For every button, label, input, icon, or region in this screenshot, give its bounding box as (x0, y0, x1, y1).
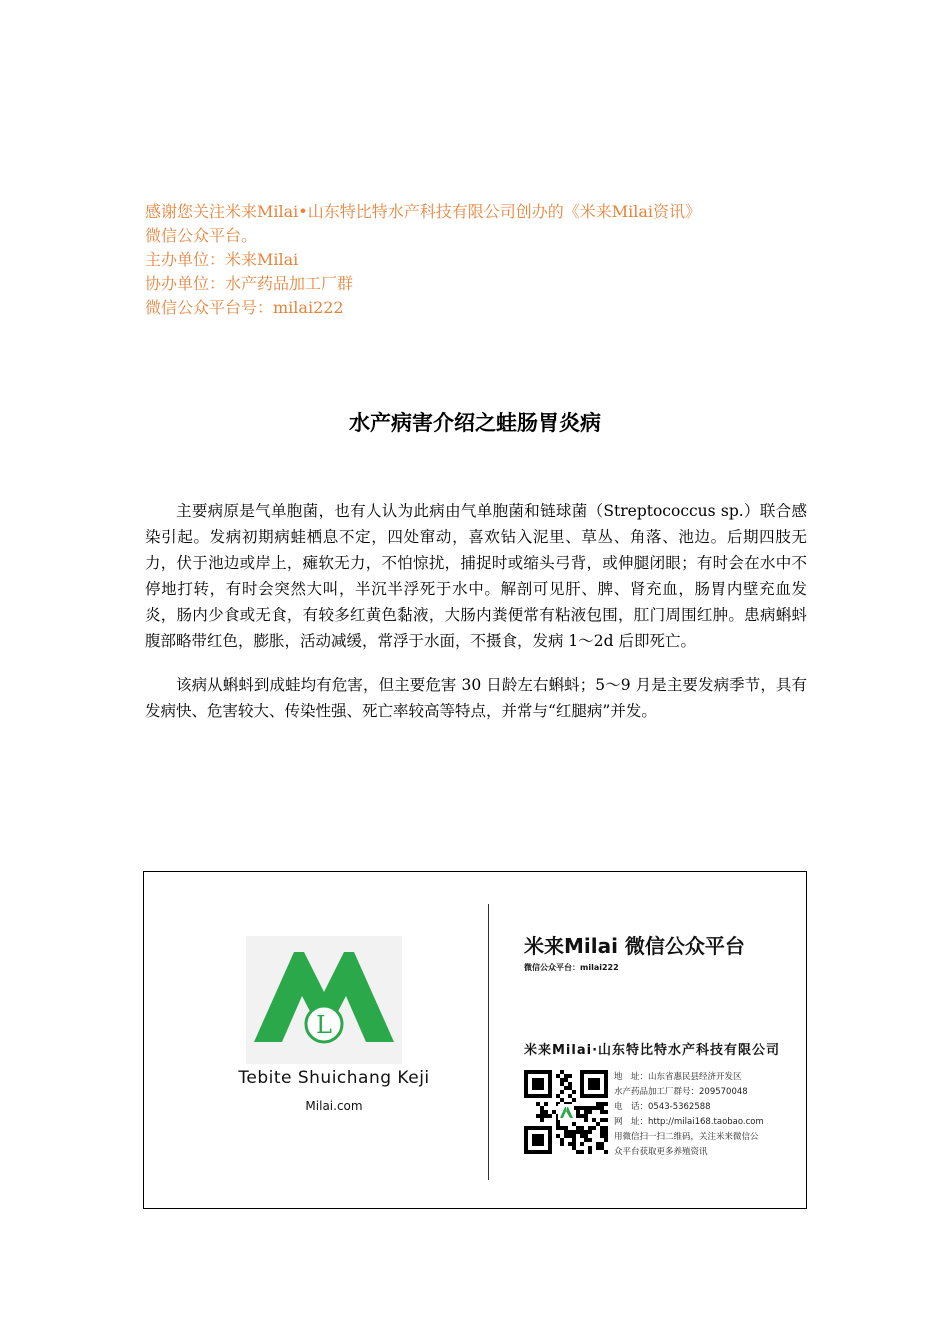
contact-phone: 电 话：0543-5362588 (614, 1102, 711, 1112)
article-title: 水产病害介绍之蛙肠胃炎病 (349, 410, 601, 435)
brand-name: Tebite Shuichang Keji (238, 1068, 430, 1088)
paragraph: 主要病原是气单胞菌，也有人认为此病由气单胞菌和链球菌（Streptococcus sp.）联合感染引起。发病初期病蛙栖息不定，四处窜动，喜欢钻入泥里、草丛、角落、池边。后期四肢无力，伏于池边或岸上，瘫软无力，不怕惊扰，捕捉时或缩头弓背，或伸腿闭眼；有时会在水中不停地打转，有时会突然大叫，半沉半浮死于水中。解剖可见肝、脾、肾充血，肠胃内壁充血发炎，肠内少食或无食，有较多红黄色黏液，大肠内粪便常有粘液包围，肛门周围红肿。患病蝌蚪腹部略带红色，膨胀，活动减缓，常浮于水面，不摄食，发病 1～2d 后即死亡。 (145, 502, 807, 650)
contact-scan-note-2: 众平台获取更多养殖资讯 (614, 1147, 708, 1157)
contact-website: 网 址：http://milai168.taobao.com (614, 1117, 764, 1127)
contact-scan-note: 用微信扫一扫二维码，关注米来微信公 (614, 1132, 759, 1142)
contact-group: 水产药品加工厂群号：209570048 (614, 1087, 748, 1097)
paragraph: 该病从蝌蚪到成蛙均有危害，但主要危害 30 日龄左右蝌蚪；5～9 月是主要发病季节，具有发病快、危害较大、传染性强、死亡率较高等特点，并常与“红腿病”并发。 (145, 676, 807, 720)
intro-line-1: 感谢您关注米来Milai•山东特比特水产科技有限公司创办的《米来Milai资讯》 (145, 202, 701, 221)
article-body (145, 498, 807, 742)
contact-address: 地 址：山东省惠民县经济开发区 (614, 1072, 742, 1082)
logo-letter: L (316, 1011, 332, 1039)
wechat-platform-id: 微信公众平台：milai222 (524, 963, 619, 972)
wechat-id-line: 微信公众平台号：milai222 (145, 298, 344, 317)
company-name: 米来Milai·山东特比特水产科技有限公司 (524, 1043, 781, 1058)
contact-info (614, 1070, 804, 1160)
business-card (143, 871, 807, 1209)
brand-url: Milai.com (305, 1099, 363, 1113)
intro-line-2: 微信公众平台。 (145, 226, 258, 245)
card-divider (488, 904, 489, 1180)
wechat-platform-title: 米来Milai 微信公众平台 (524, 934, 745, 958)
co-host-line: 协办单位：水产药品加工厂群 (145, 274, 354, 293)
intro-block (145, 200, 825, 320)
host-line: 主办单位：米来Milai (145, 250, 299, 269)
company-logo (246, 936, 402, 1064)
qr-code-icon (524, 1070, 608, 1154)
